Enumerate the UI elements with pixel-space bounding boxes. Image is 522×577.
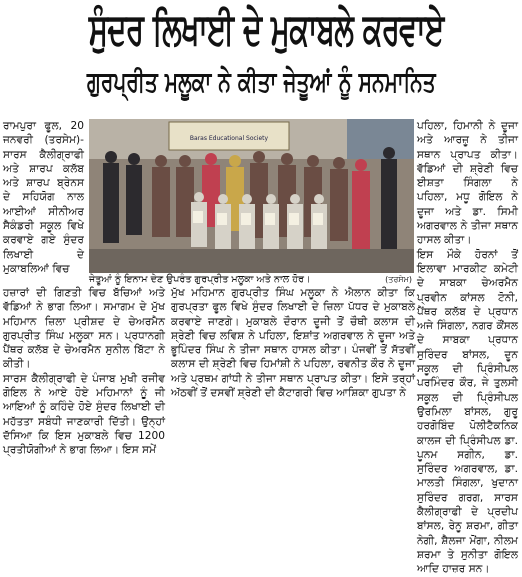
- paragraph: ਰਾਮਪੁਰਾ ਫੂਲ, 20 ਜਨਵਰੀ (ਤਰਸੇਮ)- ਸਾਰਸ ਕੈਲੀਗ੍ਰਾਫੀ ਅਤੇ ਸ਼ਾਰਪ ਕਲੱਬ ਅਤੇ ਸ਼ਾਰਪ ਬ੍ਰੇਨਸ ਦੇ ਸਹਿਯੋਗ ਨਾਲ ਆਈਆਂ ਸੀਨੀਅਰ ਸੈਕੰਡਰੀ ਸਕੂਲ ਵਿਖੇ ਕਰਵਾਏ ਗਏ ਸੁੰਦਰ ਲਿਖਾਈ ਦੇ ਮੁਕਾਬਲਿਆਂ ਵਿਚ: [3, 120, 84, 275]
- article-column-bottom-left: [3, 286, 165, 480]
- subheadline: [0, 62, 522, 104]
- paragraph: ਪਹਿਲਾ, ਹਿਮਾਨੀ ਨੇ ਦੂਜਾ ਅਤੇ ਆਰਜ਼ੂ ਨੇ ਤੀਜਾ ਸਥਾਨ ਪ੍ਰਾਪਤ ਕੀਤਾ। ਵੱਡਿਆਂ ਦੀ ਸ਼੍ਰੇਣੀ ਵਿਚ ਈਸ਼ਤਾ ਸਿੰਗਲਾ ਨੇ ਪਹਿਲਾ, ਮਧੂ ਗੋਇਲ ਨੇ ਦੂਜਾ ਅਤੇ ਡਾ. ਸਿਮੀ ਅਗਰਵਾਲ ਨੇ ਤੀਜਾ ਸਥਾਨ ਹਾਸਲ ਕੀਤਾ।: [417, 120, 518, 247]
- photo-caption: [89, 274, 414, 286]
- caption-text: ਜੇਤੂਆਂ ਨੂੰ ਇਨਾਮ ਦੇਣ ਉਪਰੰਤ ਗੁਰਪ੍ਰੀਤ ਮਲੂਕਾ ਅਤੇ ਨਾਲ ਹੋਰ।: [89, 274, 311, 285]
- paragraph: ਸਾਰਸ ਕੈਲੀਗ੍ਰਾਫੀ ਦੇ ਪੰਜਾਬ ਮੁਖੀ ਰਜੀਵ ਗੋਇਲ ਨੇ ਆਏ ਹੋਏ ਮਹਿਮਾਨਾਂ ਨੂੰ ਜੀ ਆਇਆਂ ਨੂੰ ਕਹਿੰਦੇ ਹੋਏ ਸੁੰਦਰ ਲਿਖਾਈ ਦੀ ਮਹੱਤਤਾ ਸਬੰਧੀ ਜਾਣਕਾਰੀ ਦਿੱਤੀ। ਉਨ੍ਹਾਂ ਦੱਸਿਆ ਕਿ ਇਸ ਮੁਕਾਬਲੇ ਵਿਚ 1200 ਪ੍ਰਤੀਯੋਗੀਆਂ ਨੇ ਭਾਗ ਲਿਆ। ਇਸ ਸਮੇਂ: [3, 372, 165, 457]
- article-column-left: [3, 119, 84, 279]
- group-photo-illustration: [89, 119, 414, 273]
- headline-text: ਸੁੰਦਰ ਲਿਖਾਈ ਦੇ ਮੁਕਾਬਲੇ ਕਰਵਾਏ: [88, 4, 444, 55]
- news-photo: [89, 119, 414, 273]
- banner-text: Baras Educational Society: [189, 135, 269, 142]
- headline: [0, 2, 522, 60]
- paragraph: ਮੁੱਖ ਮਹਿਮਾਨ ਗੁਰਪ੍ਰੀਤ ਸਿੰਘ ਮਲੂਕਾ ਨੇ ਐਲਾਨ ਕੀਤਾ ਕਿ ਗੁਰਪ੍ਰਤਾ ਫੂਲ ਵਿਖੇ ਸੁੰਦਰ ਲਿਖਾਈ ਦੇ ਜ਼ਿਲਾ ਪੱਧਰ ਦੇ ਮੁਕਾਬਲੇ ਕਰਵਾਏ ਜਾਣਗੇ। ਮੁਕਾਬਲੇ ਦੌਰਾਨ ਦੂਜੀ ਤੋਂ ਚੌਥੀ ਕਲਾਸ ਦੀ ਸ਼੍ਰੇਣੀ ਵਿਚ ਲਵਿਸ਼ ਨੇ ਪਹਿਲਾ, ਇਸ਼ਾਂਤ ਅਗਰਵਾਲ ਨੇ ਦੂਜਾ ਅਤੇ ਭੂਪਿੰਦਰ ਸਿੰਘ ਨੇ ਤੀਜਾ ਸਥਾਨ ਹਾਸਲ ਕੀਤਾ। ਪੰਜਵੀਂ ਤੋਂ ਸੱਤਵੀਂ ਕਲਾਸ ਦੀ ਸ਼੍ਰੇਣੀ ਵਿਚ ਹਿਮਾਂਸ਼ੀ ਨੇ ਪਹਿਲਾ, ਰਵਨੀਤ ਕੌਰ ਨੇ ਦੂਜਾ ਅਤੇ ਪ੍ਰਥਮ ਗਾਂਧੀ ਨੇ ਤੀਜਾ ਸਥਾਨ ਪ੍ਰਾਪਤ ਕੀਤਾ। ਇਸੇ ਤਰ੍ਹਾਂ ਅੱਠਵੀਂ ਤੋਂ ਦਸਵੀਂ ਸ਼੍ਰੇਣੀ ਦੀ ਕੈਟਾਗਰੀ ਵਿਚ ਆਸ਼ਿਕਾ ਗੁਪਤਾ ਨੇ: [171, 287, 415, 400]
- caption-credit: (ਤਰਸੇਮ): [385, 275, 412, 284]
- subheadline-text: ਗੁਰਪ੍ਰੀਤ ਮਲੂਕਾ ਨੇ ਕੀਤਾ ਜੇਤੂਆਂ ਨੂੰ ਸਨਮਾਨਿਤ: [86, 65, 436, 98]
- article-column-right: [417, 119, 518, 576]
- paragraph: ਇਸ ਮੌਕੇ ਹੋਰਨਾਂ ਤੋਂ ਇਲਾਵਾ ਮਾਰਕੀਟ ਕਮੇਟੀ ਦੇ ਸਾਬਕਾ ਚੇਅਰਮੈਨ ਪ੍ਰਵੀਨ ਕਾਂਸਲ ਟੋਨੀ, ਪੈਂਥਰ ਕਲੱਬ ਦੇ ਪ੍ਰਧਾਨ ਅਜੇ ਸਿੰਗਲਾ, ਨਗਰ ਕੌਂਸਲ ਦੇ ਸਾਬਕਾ ਪ੍ਰਧਾਨ ਸੁਰਿੰਦਰ ਬਾਂਸਲ, ਦੂਨ ਸਕੂਲ ਦੀ ਪ੍ਰਿੰਸੀਪਲ ਪਰਮਿੰਦਰ ਕੌਰ, ਜੇ ਤੁਲਸੀ ਸਕੂਲ ਦੀ ਪ੍ਰਿੰਸੀਪਲ ਉਰਮਿਲਾ ਬਾਂਸਲ, ਗੁਰੂ ਹਰਗੋਬਿੰਦ ਪੋਲੀਟੈਕਨਿਕ ਕਾਲਜ ਦੀ ਪ੍ਰਿੰਸੀਪਲ ਡਾ. ਪੂਨਮ ਸਗੀਨ, ਡਾ. ਸੁਰਿੰਦਰ ਅਗਰਵਾਲ, ਡਾ. ਮਾਲਤੀ ਸਿੰਗਲਾ, ਖੁਦਾਨਾ ਸੁਰਿੰਦਰ ਗਰਗ, ਸਾਰਸ ਕੈਲੀਗ੍ਰਾਫੀ ਦੇ ਪ੍ਰਦੀਪ ਬਾਂਸਲ, ਰੇਨੂ ਸ਼ਰਮਾ, ਗੀਤਾ ਨੇਗੀ, ਸ਼ੈਲਜਾ ਮੋਂਗਾ, ਨੀਲਮ ਸ਼ਰਮਾ ਤੇ ਸੁਨੀਤਾ ਗੋਇਲ ਆਦਿ ਹਾਜ਼ਰ ਸਨ।: [417, 248, 518, 576]
- paragraph: ਹਜ਼ਾਰਾਂ ਦੀ ਗਿਣਤੀ ਵਿਚ ਬੱਚਿਆਂ ਅਤੇ ਵੱਡਿਆਂ ਨੇ ਭਾਗ ਲਿਆ। ਸਮਾਗਮ ਦੇ ਮੁੱਖ ਮਹਿਮਾਨ ਜ਼ਿਲਾ ਪ੍ਰੀਸ਼ਦ ਦੇ ਚੇਅਰਮੈਨ ਗੁਰਪ੍ਰੀਤ ਸਿੰਘ ਮਲੂਕਾ ਸਨ। ਪ੍ਰਧਾਨਗੀ ਪੈਂਥਰ ਕਲੱਬ ਦੇ ਚੇਅਰਮੈਨ ਸੁਨੀਲ ਬਿੱਟਾ ਨੇ ਕੀਤੀ।: [3, 287, 165, 371]
- article-column-bottom-middle: [171, 286, 415, 480]
